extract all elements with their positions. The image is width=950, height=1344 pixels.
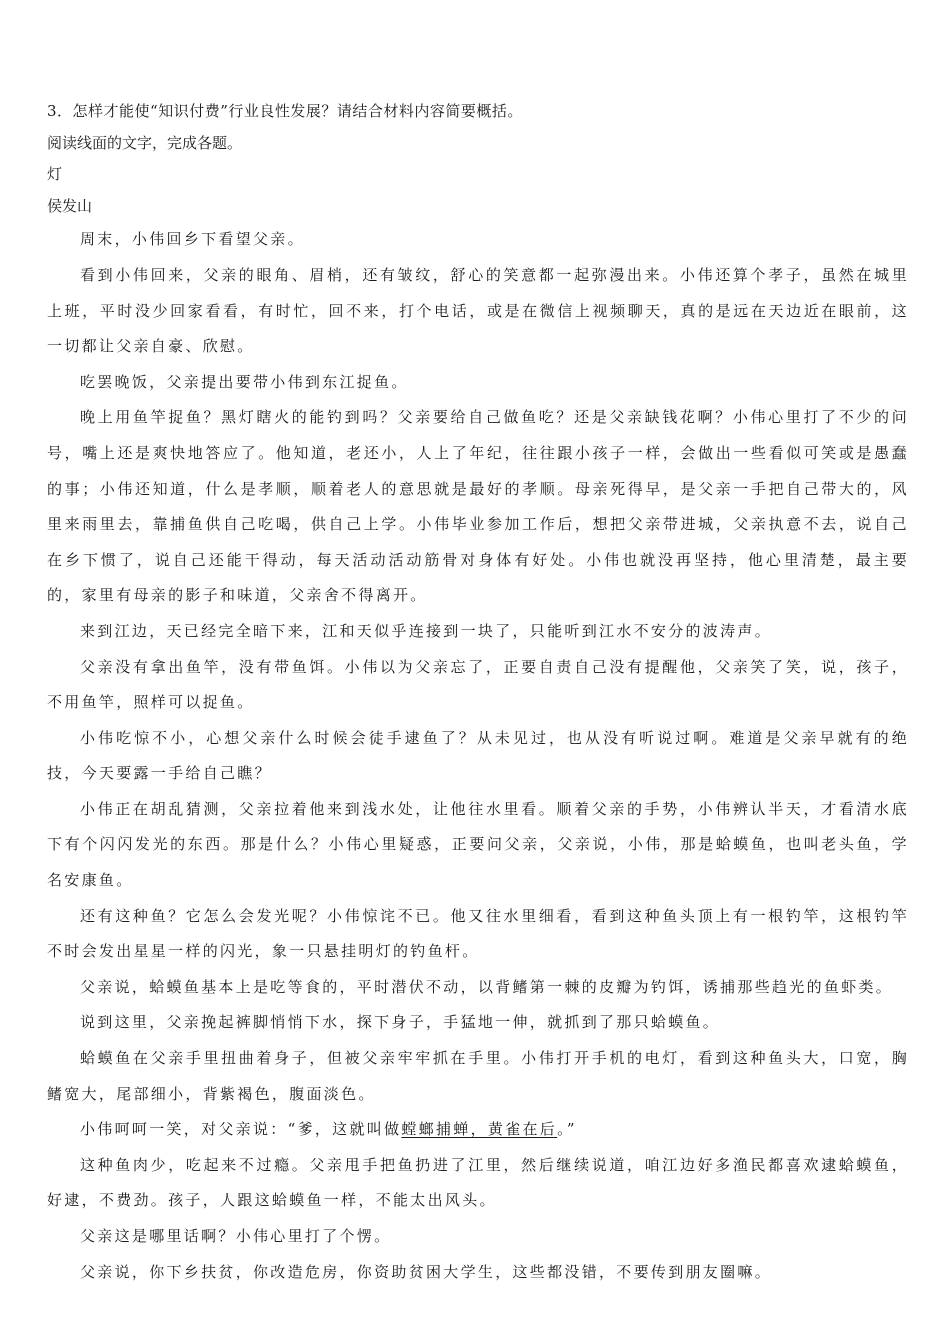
story-paragraph: 父亲说，蛤蟆鱼基本上是吃等食的，平时潜伏不动，以背鳍第一棘的皮瓣为钓饵，诱捕那些趋光的鱼虾类。: [80, 977, 894, 996]
story-paragraph: 来到江边，天已经完全暗下来，江和天似乎连接到一块了，只能听到江水不安分的波涛声。: [80, 621, 773, 640]
story-paragraph: 还有这种鱼？它怎么会发光呢？小伟惊诧不已。他又往水里细看，看到这种鱼头顶上有一根钓竿，这根钓竿不时会发出星星一样的闪光，象一只悬挂明灯的钓鱼杆。: [47, 906, 909, 961]
story-paragraph: 父亲说，你下乡扶贫，你改造危房，你资助贫困大学生，这些都没错，不要传到朋友圈嘛。: [80, 1262, 773, 1281]
story-paragraph: 这种鱼肉少，吃起来不过瘾。父亲甩手把鱼扔进了江里，然后继续说道，咱江边好多渔民都喜欢逮蛤蟆鱼，好逮，不费劲。孩子，人跟这蛤蟆鱼一样，不能太出风头。: [47, 1155, 909, 1210]
reading-instruction: 阅读线面的文字，完成各题。: [47, 133, 243, 152]
underlined-idiom: 螳螂捕蝉，黄雀在后: [401, 1120, 558, 1139]
story-paragraph: 说到这里，父亲挽起裤脚悄悄下水，探下身子，手猛地一伸，就抓到了那只蛤蟆鱼。: [80, 1013, 721, 1032]
story-paragraph: 晚上用鱼竿捉鱼？黑灯瞎火的能钓到吗？父亲要给自己做鱼吃？还是父亲缺钱花啊？小伟心里打了不少的问号，嘴上还是爽快地答应了。他知道，老还小，人上了年纪，往往跟小孩子一样，会做出一些看似可笑或是愚蠢的事；小伟还知道，什么是孝顺，顺着老人的意思就是最好的孝顺。母亲死得早，是父亲一手把自己带大的，风里来雨里去，靠捕鱼供自己吃喝，供自己上学。小伟毕业参加工作后，想把父亲带进城，父亲执意不去，说自己在乡下惯了，说自己还能干得动，每天活动活动筋骨对身体有好处。小伟也就没再坚持，他心里清楚，最主要的，家里有母亲的影子和味道，父亲舍不得离开。: [47, 408, 909, 605]
quote-paragraph: [47, 1112, 909, 1148]
story-paragraph: 吃罢晚饭，父亲提出要带小伟到东江捉鱼。: [80, 372, 409, 391]
story-paragraph: 小伟正在胡乱猜测，父亲拉着他来到浅水处，让他往水里看。顺着父亲的手势，小伟辨认半天，才看清水底下有个闪闪发光的东西。那是什么？小伟心里疑惑，正要问父亲，父亲说，小伟，那是蛤蟆鱼，也叫老头鱼，学名安康鱼。: [47, 799, 909, 890]
story-paragraph: 周末，小伟回乡下看望父亲。: [80, 230, 305, 249]
story-paragraph: 看到小伟回来，父亲的眼角、眉梢，还有皱纹，舒心的笑意都一起弥漫出来。小伟还算个孝子，虽然在城里上班，平时没少回家看看，有时忙，回不来，打个电话，或是在微信上视频聊天，真的是远在天边近在眼前，这一切都让父亲自豪、欣慰。: [47, 265, 909, 356]
story-paragraph: 小伟吃惊不小，心想父亲什么时候会徒手逮鱼了？从未见过，也从没有听说过啊。难道是父亲早就有的绝技，今天要露一手给自己瞧？: [47, 728, 909, 783]
question-3: 3．怎样才能使“知识付费”行业良性发展？请结合材料内容简要概括。: [47, 102, 523, 120]
story-author: 侯发山: [47, 196, 93, 215]
quote-prefix: 小伟呵呵一笑，对父亲说：“爹，这就叫做: [80, 1120, 402, 1139]
story-paragraph: 父亲没有拿出鱼竿，没有带鱼饵。小伟以为父亲忘了，正要自责自己没有提醒他，父亲笑了笑，说，孩子，不用鱼竿，照样可以捉鱼。: [47, 657, 909, 712]
story-paragraph: 蛤蟆鱼在父亲手里扭曲着身子，但被父亲牢牢抓在手里。小伟打开手机的电灯，看到这种鱼头大，口宽，胸鳍宽大，尾部细小，背紫褐色，腹面淡色。: [47, 1049, 909, 1103]
document-page: [47, 96, 909, 1290]
quote-suffix: 。”: [557, 1120, 577, 1139]
story-paragraph: 父亲这是哪里话啊？小伟心里打了个愣。: [80, 1227, 392, 1245]
story-title: 灯: [47, 165, 63, 184]
